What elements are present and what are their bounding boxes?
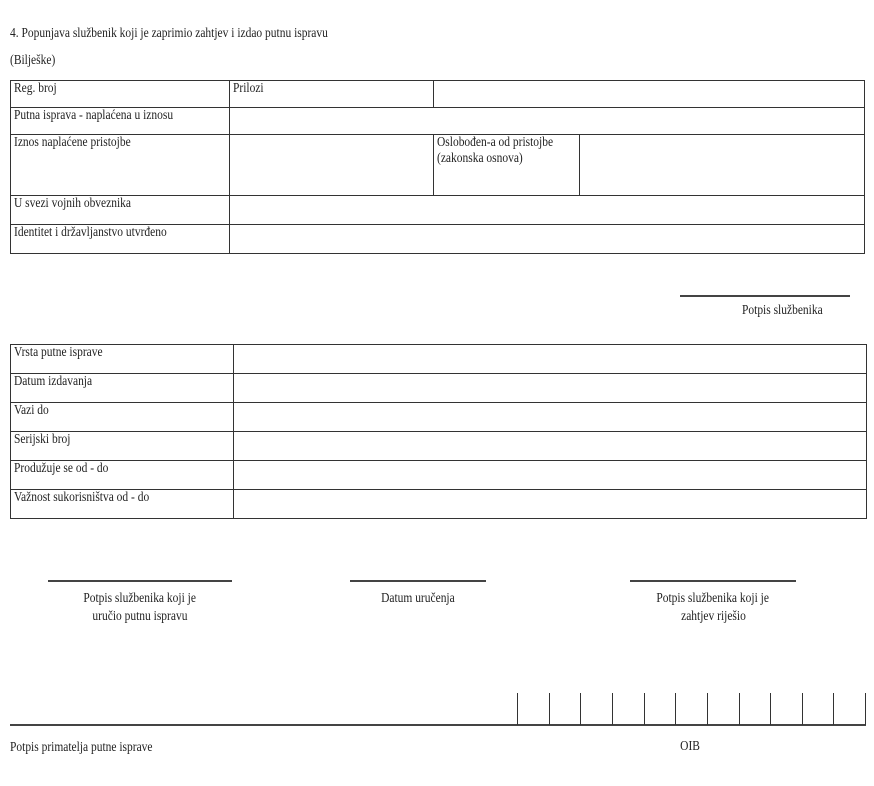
oib-text: OIB (680, 739, 700, 754)
datum-izdavanja-label (11, 374, 234, 403)
produzuje-text: Produžuje se od - do (14, 461, 109, 476)
putna-isprava-text: Putna isprava - naplaćena u iznosu (14, 108, 174, 123)
vazi-do-field[interactable] (234, 403, 867, 432)
resolved-signature-line[interactable] (630, 580, 796, 582)
oib-divider (580, 693, 581, 725)
fee-table (10, 80, 865, 254)
vojni-text: U svezi vojnih obveznika (14, 196, 132, 211)
vojni-field[interactable] (230, 196, 865, 225)
delivered-signature-line[interactable] (48, 580, 232, 582)
prilozi-text: Prilozi (233, 81, 264, 96)
identitet-text: Identitet i državljanstvo utvrđeno (14, 225, 167, 240)
oslobodjen-field[interactable] (580, 135, 865, 196)
oib-divider (707, 693, 708, 725)
recipient-signature-text: Potpis primatelja putne isprave (10, 740, 153, 755)
delivery-date-label (330, 590, 506, 608)
oslobodjen-label (434, 135, 580, 196)
delivered-text-1: Potpis službenika koji je (83, 591, 197, 606)
identitet-field[interactable] (230, 225, 865, 254)
section-title-text: 4. Popunjava službenik koji je zaprimio zahtjev i izdao putnu ispravu (10, 26, 328, 41)
oib-divider (739, 693, 740, 725)
resolved-text-2: zahtjev riješio (680, 609, 746, 624)
notes-text: (Bilješke) (10, 53, 56, 68)
iznos-field[interactable] (230, 135, 434, 196)
resolved-signature-label (603, 590, 823, 626)
vazi-do-text: Vazi do (14, 403, 49, 418)
oib-divider (865, 693, 866, 725)
oib-divider (517, 693, 518, 725)
reg-broj-text: Reg. broj (14, 81, 57, 96)
oib-divider (644, 693, 645, 725)
officer-signature-line[interactable] (680, 295, 850, 297)
datum-izdavanja-field[interactable] (234, 374, 867, 403)
vrsta-text: Vrsta putne isprave (14, 345, 103, 360)
document-table (10, 344, 867, 519)
putna-isprava-field[interactable] (230, 108, 865, 135)
oslobodjen-text-2: (zakonska osnova) (437, 151, 523, 166)
oib-divider (675, 693, 676, 725)
vrsta-label (11, 345, 234, 374)
officer-signature-label (742, 303, 840, 319)
oib-divider (833, 693, 834, 725)
reg-broj-label (11, 81, 230, 108)
oib-divider (770, 693, 771, 725)
oib-divider (549, 693, 550, 725)
delivered-signature-label (30, 590, 250, 626)
identitet-label (11, 225, 230, 254)
prilozi-label (230, 81, 434, 108)
sukorisnistvo-label (11, 490, 234, 519)
vazi-do-label (11, 403, 234, 432)
delivery-date-line[interactable] (350, 580, 486, 582)
recipient-signature-label (10, 740, 184, 756)
iznos-text: Iznos naplaćene pristojbe (14, 135, 131, 150)
produzuje-label (11, 461, 234, 490)
section-title (10, 26, 398, 42)
recipient-signature-line[interactable] (10, 724, 866, 726)
iznos-label (11, 135, 230, 196)
notes-label (10, 53, 65, 69)
vrsta-field[interactable] (234, 345, 867, 374)
serijski-broj-field[interactable] (234, 432, 867, 461)
resolved-text-1: Potpis službenika koji je (656, 591, 770, 606)
sukorisnistvo-field[interactable] (234, 490, 867, 519)
datum-izdavanja-text: Datum izdavanja (14, 374, 93, 389)
delivery-date-text: Datum uručenja (381, 591, 455, 606)
delivered-text-2: uručio putnu ispravu (92, 609, 188, 624)
prilozi-field[interactable] (434, 81, 865, 108)
sukorisnistvo-text: Važnost sukorisništva od - do (14, 490, 150, 505)
officer-signature-text: Potpis službenika (742, 303, 823, 318)
serijski-broj-label (11, 432, 234, 461)
oib-label (660, 738, 720, 756)
putna-isprava-label (11, 108, 230, 135)
oib-divider (612, 693, 613, 725)
vojni-label (11, 196, 230, 225)
oslobodjen-text-1: Oslobođen-a od pristojbe (437, 135, 554, 150)
serijski-broj-text: Serijski broj (14, 432, 71, 447)
oib-divider (802, 693, 803, 725)
produzuje-field[interactable] (234, 461, 867, 490)
